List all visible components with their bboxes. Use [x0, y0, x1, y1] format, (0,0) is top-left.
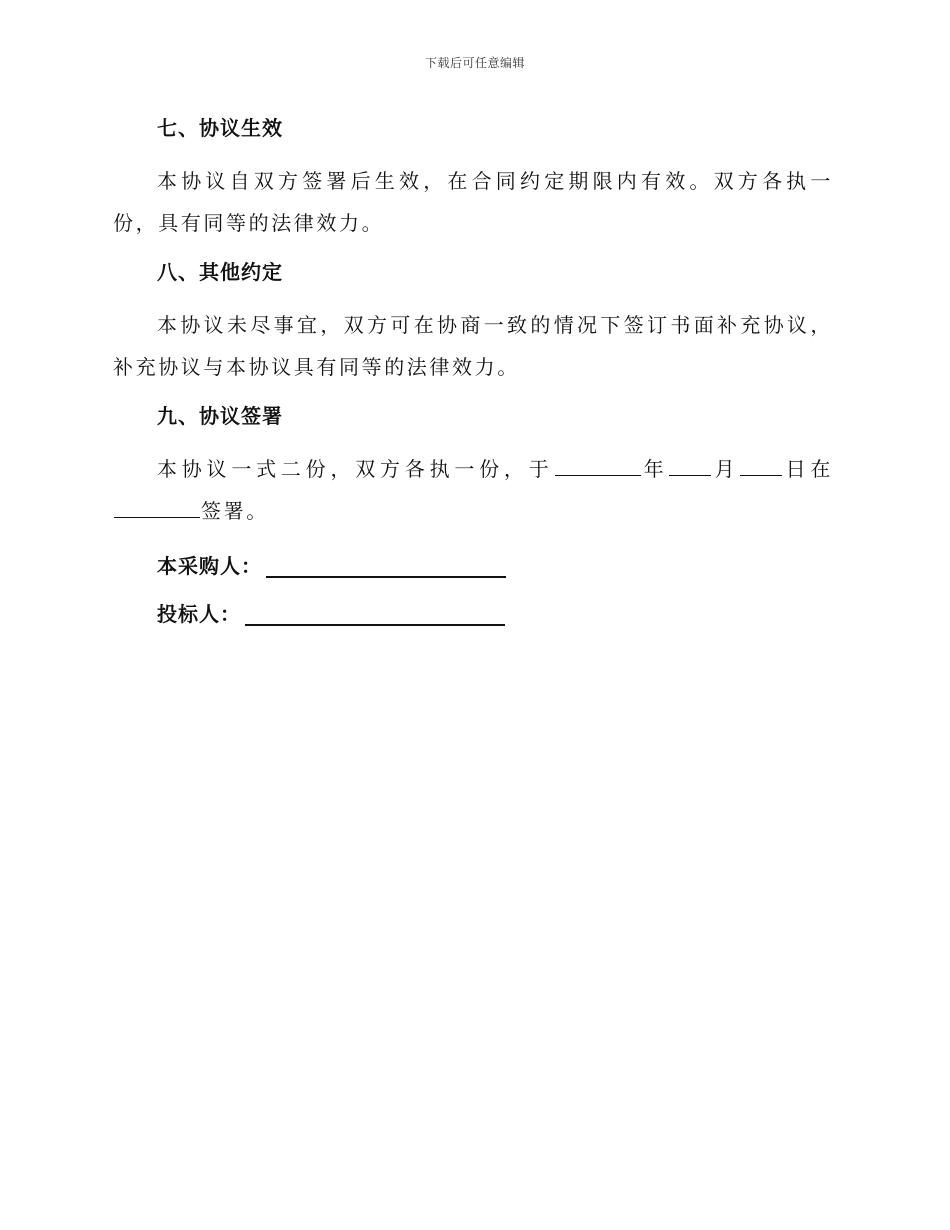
buyer-label: 本采购人： — [157, 554, 262, 578]
month-blank — [669, 457, 711, 476]
buyer-signature-blank — [266, 554, 506, 578]
signing-lead-text: 本协议一式二份，双方各执一份，于 — [157, 457, 554, 481]
year-label: 年 — [641, 457, 669, 481]
section-heading-8: 八、其他约定 — [157, 260, 283, 284]
section-heading-7: 七、协议生效 — [157, 116, 283, 140]
bidder-label: 投标人： — [157, 602, 241, 626]
document-content — [113, 110, 833, 638]
bidder-signature-line — [157, 590, 833, 638]
section-body-7: 本协议自双方签署后生效，在合同约定期限内有效。双方各执一份，具有同等的法律效力。 — [113, 169, 833, 235]
day-place-label: 日在 — [783, 457, 833, 481]
month-label: 月 — [712, 457, 740, 481]
bidder-signature-blank — [245, 602, 505, 626]
section-heading-9: 九、协议签署 — [157, 404, 283, 428]
header-note: 下载后可任意编辑 — [424, 56, 525, 70]
buyer-signature-line — [157, 542, 833, 590]
signed-label: 签署。 — [201, 499, 269, 523]
section-body-8: 本协议未尽事宜，双方可在协商一致的情况下签订书面补充协议，补充协议与本协议具有同等的法律效力。 — [113, 313, 833, 379]
section-body-9 — [113, 448, 833, 532]
year-blank — [555, 457, 641, 476]
place-blank — [114, 499, 200, 518]
day-blank — [740, 457, 782, 476]
